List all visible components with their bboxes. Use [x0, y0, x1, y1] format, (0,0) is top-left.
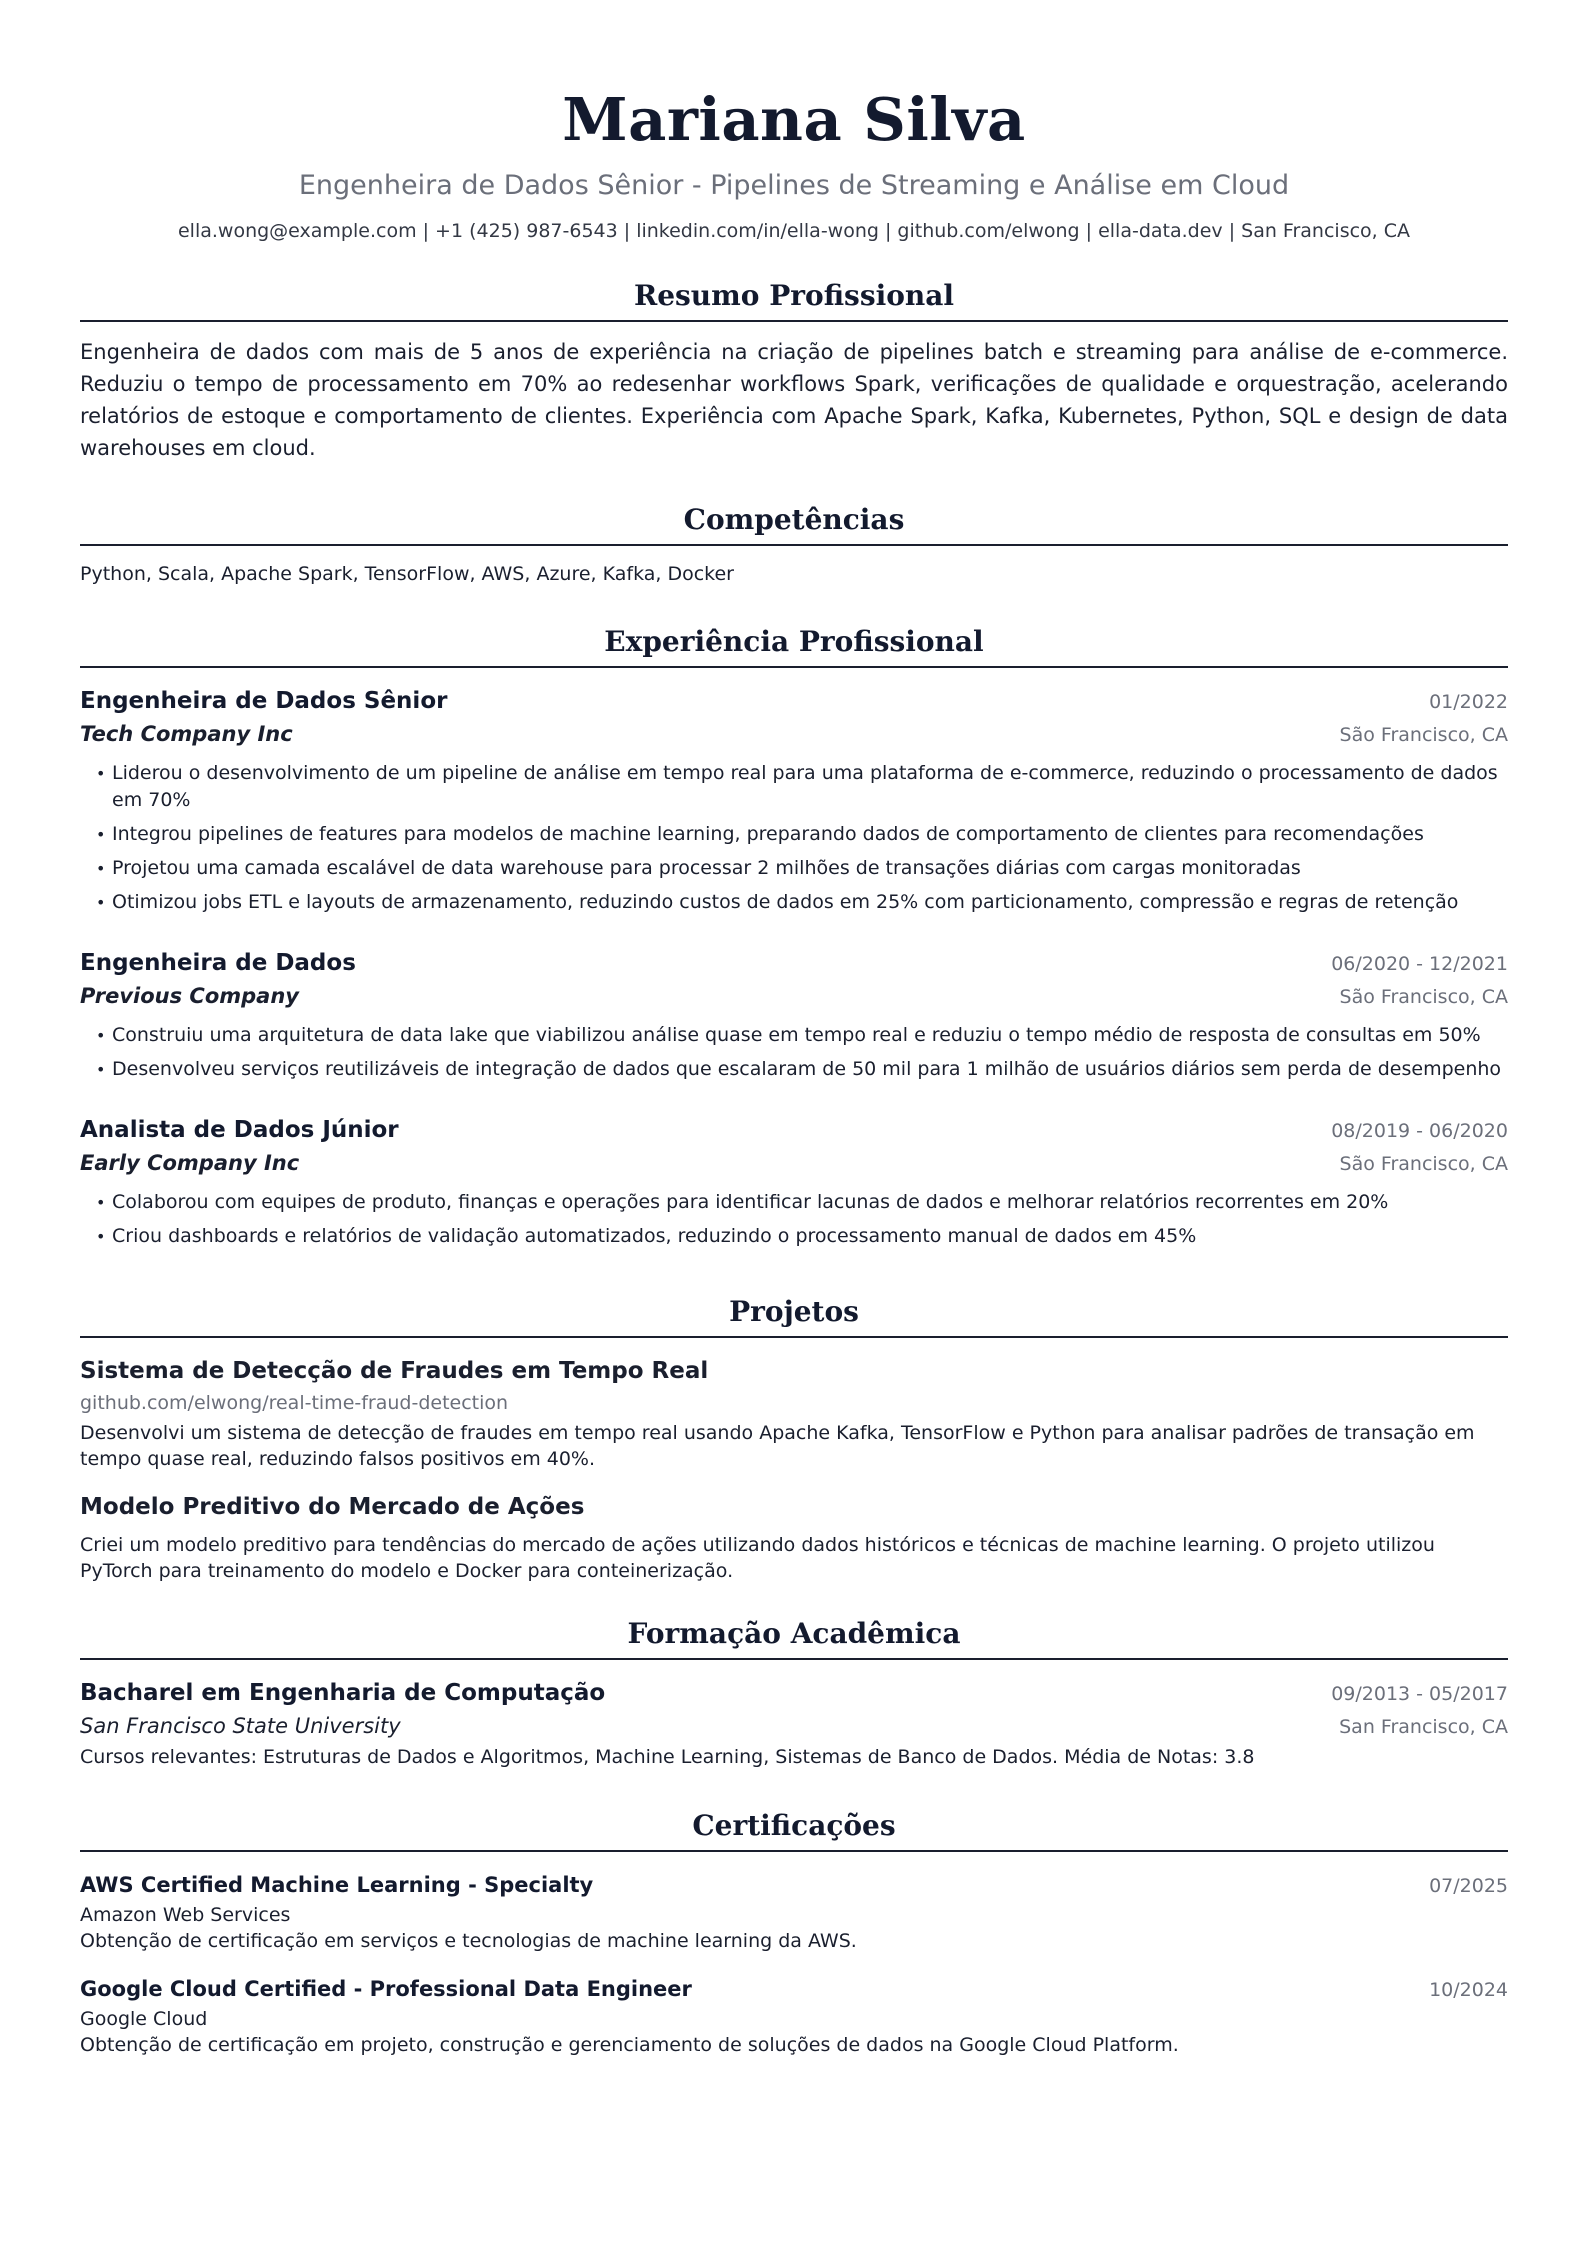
school-name: San Francisco State University [80, 1714, 401, 1738]
job-bullet: • Projetou uma camada escalável de data warehouse para processar 2 milhões de transações diárias com cargas monitoradas [96, 855, 1508, 882]
job-bullet: • Construiu uma arquitetura de data lake que viabilizou análise quase em tempo real e reduziu o tempo médio de resposta de consultas em 50% [96, 1022, 1508, 1049]
job-bullet: • Otimizou jobs ETL e layouts de armazenamento, reduzindo custos de dados em 25% com particionamento, compressão e regras de retenção [96, 889, 1508, 916]
education-details: Cursos relevantes: Estruturas de Dados e Algoritmos, Machine Learning, Sistemas de Banco de Dados. Média de Notas: 3.8 [80, 1746, 1255, 1768]
section-title-education: Formação Acadêmica [80, 1614, 1508, 1660]
job-bullet: • Criou dashboards e relatórios de validação automatizados, reduzindo o processamento manual de dados em 45% [96, 1223, 1508, 1250]
job-bullets [80, 1189, 1508, 1250]
job-bullets [80, 760, 1508, 916]
project-entry [80, 1354, 1508, 1472]
project-link[interactable]: github.com/elwong/real-time-fraud-detection [80, 1392, 509, 1414]
experience-section [80, 622, 1508, 1250]
summary-section [80, 276, 1508, 464]
job-date: 01/2022 [1429, 691, 1508, 713]
job-bullet: • Desenvolveu serviços reutilizáveis de integração de dados que escalaram de 50 mil para 1 milhão de usuários diários sem perda de desempenho [96, 1056, 1508, 1083]
job-bullet: • Colaborou com equipes de produto, finanças e operações para identificar lacunas de dados e melhorar relatórios recorrentes em 20% [96, 1189, 1508, 1216]
section-title-certifications: Certificações [80, 1806, 1508, 1852]
job-location: São Francisco, CA [1339, 986, 1508, 1008]
certification-issuer: Google Cloud [80, 2008, 208, 2030]
section-title-skills: Competências [80, 500, 1508, 546]
education-section [80, 1614, 1508, 1772]
education-date: 09/2013 - 05/2017 [1331, 1683, 1508, 1705]
skills-text: Python, Scala, Apache Spark, TensorFlow, AWS, Azure, Kafka, Docker [80, 563, 734, 585]
projects-section [80, 1292, 1508, 1584]
degree-name: Bacharel em Engenharia de Computação [80, 1680, 606, 1706]
project-entry [80, 1490, 1508, 1584]
project-description: Desenvolvi um sistema de detecção de fraudes em tempo real usando Apache Kafka, TensorFlow e Python para analisar padrões de transação em tempo quase real, reduzindo falsos positivos em 40%. [80, 1422, 1475, 1470]
job-company: Tech Company Inc [80, 722, 293, 746]
job-date: 08/2019 - 06/2020 [1331, 1120, 1508, 1142]
job-company: Previous Company [80, 984, 299, 1008]
job-location: São Francisco, CA [1339, 724, 1508, 746]
certification-description: Obtenção de certificação em serviços e tecnologias de machine learning da AWS. [80, 1930, 857, 1952]
education-entry [80, 1676, 1508, 1772]
school-location: San Francisco, CA [1339, 1716, 1508, 1738]
section-title-projects: Projetos [80, 1292, 1508, 1338]
job-entry [80, 946, 1508, 1083]
section-title-summary: Resumo Profissional [80, 276, 1508, 322]
job-location: São Francisco, CA [1339, 1153, 1508, 1175]
job-role: Engenheira de Dados Sênior [80, 688, 448, 714]
job-role: Engenheira de Dados [80, 950, 356, 976]
summary-text: Engenheira de dados com mais de 5 anos de experiência na criação de pipelines batch e streaming para análise de e-commerce. Reduziu o tempo de processamento em 70% ao redesenhar workflows Spark, verificações de qualidade e orquestração, acelerando relatórios de estoque e comportamento de clientes. Experiência com Apache Spark, Kafka, Kubernetes, Python, SQL e design de data warehouses em cloud. [80, 340, 1508, 460]
job-company: Early Company Inc [80, 1151, 300, 1175]
project-name: Modelo Preditivo do Mercado de Ações [80, 1494, 585, 1520]
certifications-section [80, 1806, 1508, 2058]
project-name: Sistema de Detecção de Fraudes em Tempo Real [80, 1358, 709, 1384]
certification-name: Google Cloud Certified - Professional Data Engineer [80, 1977, 692, 2001]
job-bullet: • Integrou pipelines de features para modelos de machine learning, preparando dados de comportamento de clientes para recomendações [96, 821, 1508, 848]
section-title-experience: Experiência Profissional [80, 622, 1508, 668]
job-entry [80, 684, 1508, 916]
certification-entry [80, 1972, 1508, 2058]
certification-date: 07/2025 [1429, 1875, 1508, 1897]
candidate-name: Mariana Silva [562, 85, 1026, 154]
certification-name: AWS Certified Machine Learning - Specialty [80, 1873, 594, 1897]
job-role: Analista de Dados Júnior [80, 1117, 399, 1143]
job-date: 06/2020 - 12/2021 [1331, 953, 1508, 975]
candidate-headline: Engenheira de Dados Sênior - Pipelines de Streaming e Análise em Cloud [298, 170, 1290, 201]
job-bullet: • Liderou o desenvolvimento de um pipeline de análise em tempo real para uma plataforma de e-commerce, reduzindo o processamento de dados em 70% [96, 760, 1508, 814]
certification-description: Obtenção de certificação em projeto, construção e gerenciamento de soluções de dados na Google Cloud Platform. [80, 2034, 1179, 2056]
certification-entry [80, 1868, 1508, 1954]
job-bullets [80, 1022, 1508, 1083]
project-description: Criei um modelo preditivo para tendências do mercado de ações utilizando dados históricos e técnicas de machine learning. O projeto utilizou PyTorch para treinamento do modelo e Docker para conteinerização. [80, 1534, 1435, 1582]
resume-header [80, 0, 1508, 244]
skills-section [80, 500, 1508, 588]
certification-date: 10/2024 [1429, 1979, 1508, 2001]
contact-line: ella.wong@example.com | +1 (425) 987-6543 | linkedin.com/in/ella-wong | github.com/elwong | ella-data.dev | San Francisco, CA [177, 220, 1411, 242]
job-entry [80, 1113, 1508, 1250]
certification-issuer: Amazon Web Services [80, 1904, 291, 1926]
